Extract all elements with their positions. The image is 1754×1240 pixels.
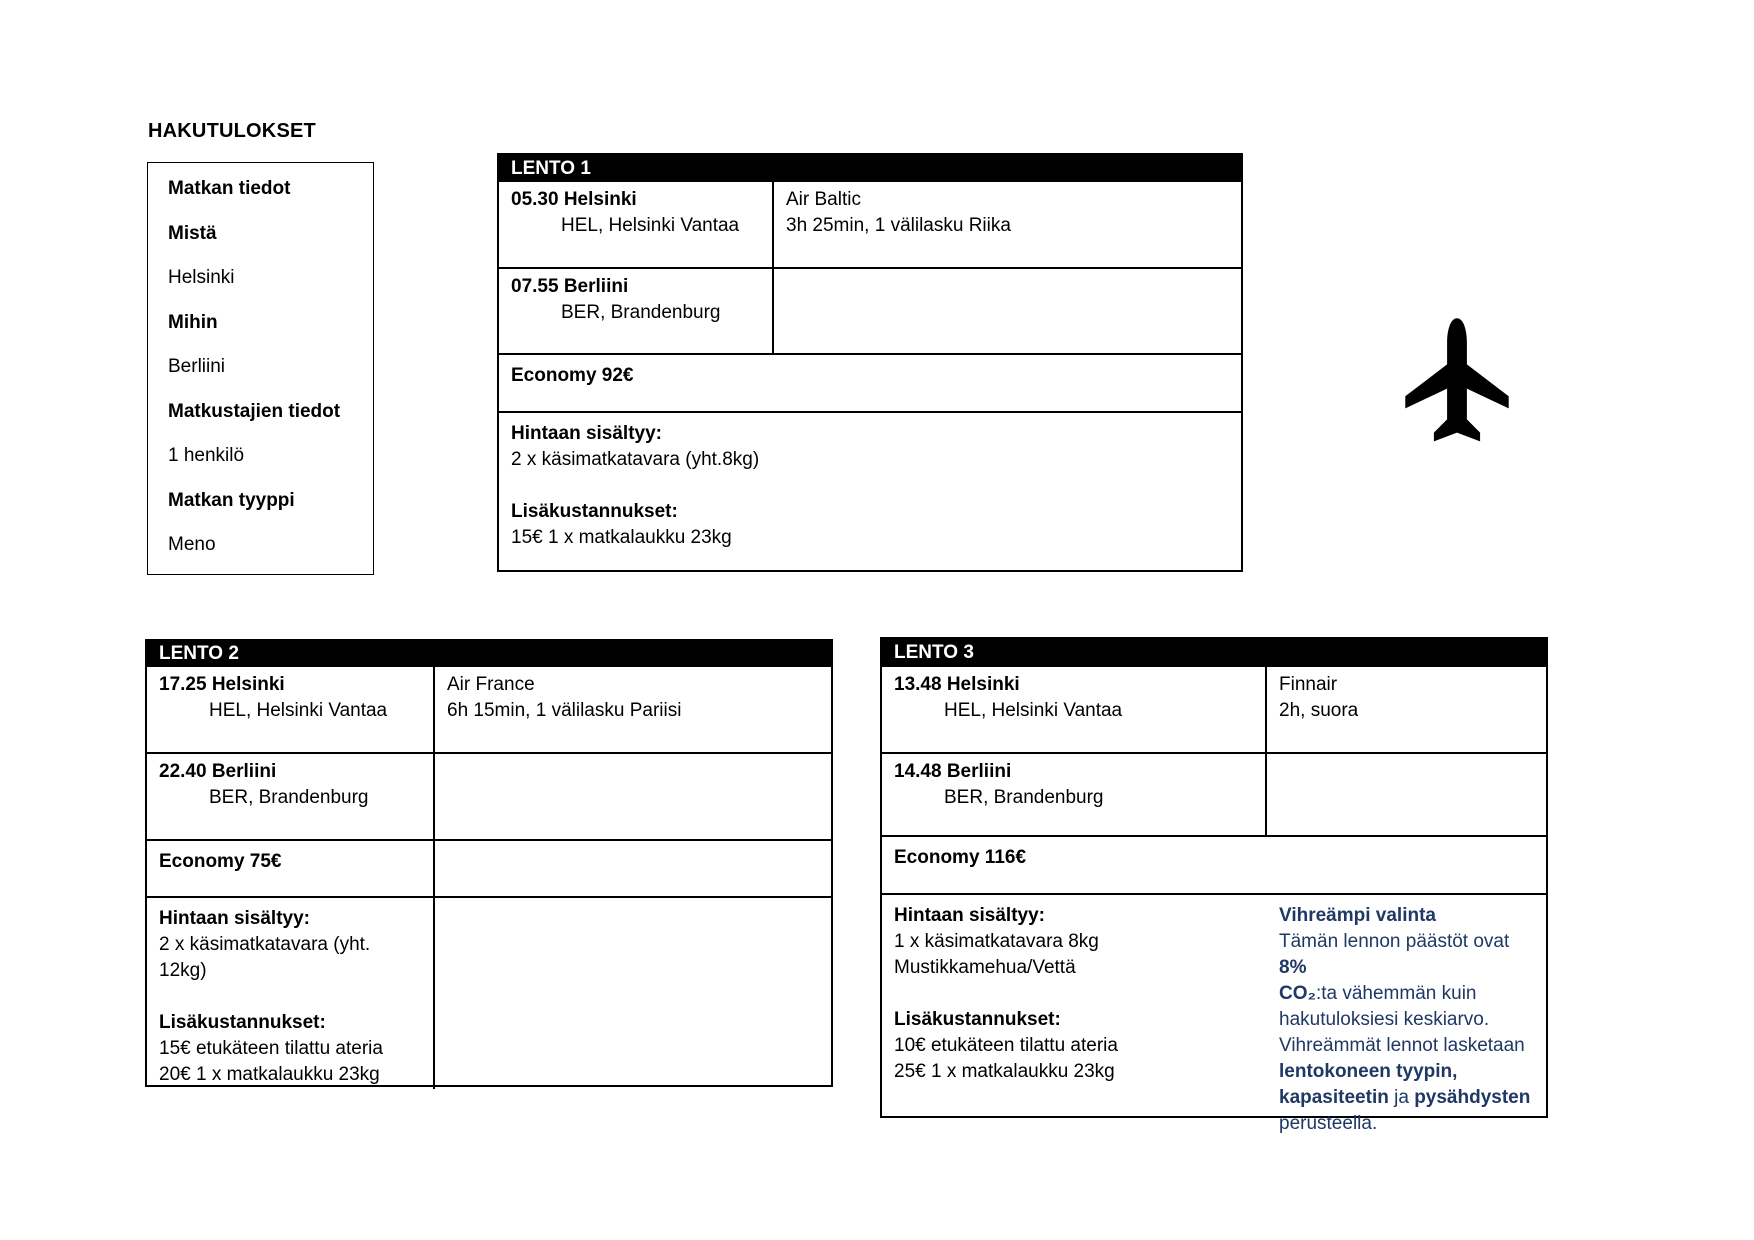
green-choice-line: CO₂:ta vähemmän kuin xyxy=(1279,983,1477,1004)
airline-name: Air France xyxy=(447,674,535,695)
passengers-value: 1 henkilö xyxy=(168,445,245,466)
arrival-airport: BER, Brandenburg xyxy=(561,302,721,323)
to-value: Berliini xyxy=(168,356,226,377)
flight-1-header: LENTO 1 xyxy=(499,155,1241,182)
flight-duration: 3h 25min, 1 välilasku Riika xyxy=(786,215,1011,236)
flight-2-header: LENTO 2 xyxy=(147,641,831,667)
extras-item: 20€ 1 x matkalaukku 23kg xyxy=(159,1064,380,1085)
green-choice-line: kapasiteetin ja pysähdysten xyxy=(1279,1087,1531,1108)
passengers-label: Matkustajien tiedot xyxy=(168,400,341,422)
includes-label: Hintaan sisältyy: xyxy=(894,905,1045,926)
arrival-airport: BER, Brandenburg xyxy=(209,787,369,808)
flight-card-3 xyxy=(880,637,1548,1134)
search-panel xyxy=(147,162,374,575)
flight-1-departure-row xyxy=(499,182,1241,267)
green-choice-line: Tämän lennon päästöt ovat 8% xyxy=(1279,931,1510,978)
flight-duration: 2h, suora xyxy=(1279,700,1359,721)
flight-1-price-row xyxy=(499,353,1241,411)
departure-airport: HEL, Helsinki Vantaa xyxy=(561,215,740,236)
departure-time-city: 17.25 Helsinki xyxy=(159,674,285,695)
green-choice-title: Vihreämpi valinta xyxy=(1279,905,1436,926)
includes-item: 1 x käsimatkatavara 8kg xyxy=(894,931,1099,952)
green-choice-line: Vihreämmät lennot lasketaan xyxy=(1279,1035,1525,1056)
airline-name: Air Baltic xyxy=(786,189,861,210)
trip-type-value: Meno xyxy=(168,534,216,555)
price: Economy 92€ xyxy=(511,365,634,386)
flight-1-details-row xyxy=(499,411,1241,574)
arrival-time-city: 07.55 Berliini xyxy=(511,276,629,297)
page-title: HAKUTULOKSET xyxy=(148,120,316,142)
extras-item: 25€ 1 x matkalaukku 23kg xyxy=(894,1061,1115,1082)
green-choice-line: lentokoneen tyypin, xyxy=(1279,1061,1458,1082)
extras-label: Lisäkustannukset: xyxy=(511,501,678,522)
price: Economy 75€ xyxy=(147,841,435,896)
flight-2-details-row xyxy=(147,896,831,1089)
extras-item: 15€ etukäteen tilattu ateria xyxy=(159,1038,383,1059)
includes-item: 2 x käsimatkatavara (yht. 12kg) xyxy=(159,934,371,981)
flight-1-arrival-row xyxy=(499,267,1241,353)
flight-3-arrival-row xyxy=(882,752,1546,835)
arrival-airport: BER, Brandenburg xyxy=(944,787,1104,808)
arrival-time-city: 22.40 Berliini xyxy=(159,761,277,782)
airplane-icon xyxy=(1402,316,1512,448)
flight-2-price-row xyxy=(147,839,831,896)
includes-label: Hintaan sisältyy: xyxy=(511,423,662,444)
flight-card-2 xyxy=(145,639,833,1087)
flight-2-departure-row xyxy=(147,667,831,752)
includes-item: Mustikkamehua/Vettä xyxy=(894,957,1076,978)
trip-type-label: Matkan tyyppi xyxy=(168,489,295,511)
from-value: Helsinki xyxy=(168,267,235,288)
extras-label: Lisäkustannukset: xyxy=(894,1009,1061,1030)
departure-time-city: 05.30 Helsinki xyxy=(511,189,637,210)
includes-label: Hintaan sisältyy: xyxy=(159,908,310,929)
extras-item: 15€ 1 x matkalaukku 23kg xyxy=(511,527,732,548)
green-choice-line: perusteella. xyxy=(1279,1113,1378,1134)
extras-label: Lisäkustannukset: xyxy=(159,1012,326,1033)
departure-airport: HEL, Helsinki Vantaa xyxy=(209,700,388,721)
to-label: Mihin xyxy=(168,311,218,333)
price: Economy 116€ xyxy=(894,847,1027,868)
flight-3-details-row xyxy=(882,893,1546,1134)
arrival-time-city: 14.48 Berliini xyxy=(894,761,1012,782)
green-choice-line: hakutuloksiesi keskiarvo. xyxy=(1279,1009,1490,1030)
airline-name: Finnair xyxy=(1279,674,1338,695)
flight-2-arrival-row xyxy=(147,752,831,839)
flight-card-1 xyxy=(497,153,1243,572)
from-label: Mistä xyxy=(168,222,217,244)
flight-3-header: LENTO 3 xyxy=(882,639,1546,667)
includes-item: 2 x käsimatkatavara (yht.8kg) xyxy=(511,449,760,470)
departure-time-city: 13.48 Helsinki xyxy=(894,674,1020,695)
trip-info-label: Matkan tiedot xyxy=(168,178,291,199)
flight-3-price-row xyxy=(882,835,1546,893)
flight-duration: 6h 15min, 1 välilasku Pariisi xyxy=(447,700,682,721)
extras-item: 10€ etukäteen tilattu ateria xyxy=(894,1035,1118,1056)
flight-3-departure-row xyxy=(882,667,1546,752)
green-choice-note xyxy=(1267,895,1546,1134)
departure-airport: HEL, Helsinki Vantaa xyxy=(944,700,1123,721)
